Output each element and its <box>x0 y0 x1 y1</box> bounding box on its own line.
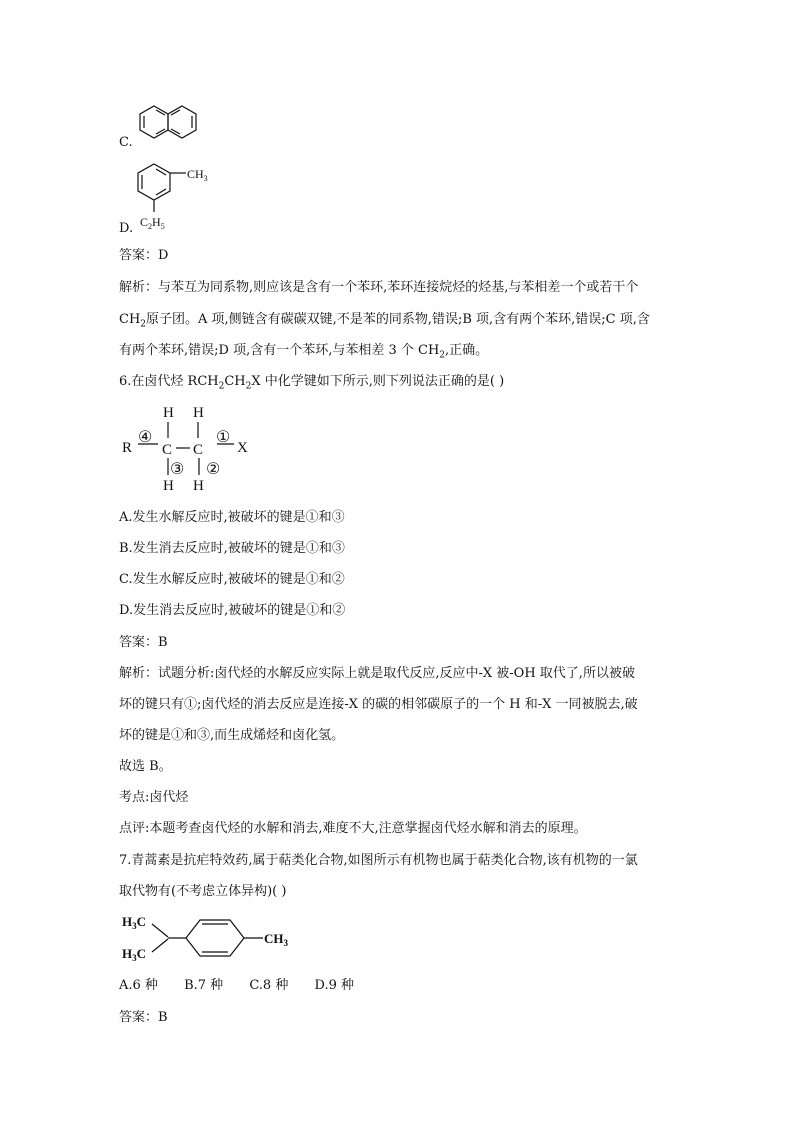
q6-answer: 答案：B <box>119 635 168 650</box>
q5-answer: 答案：D <box>119 248 169 263</box>
q7-stem-line-2: 取代物有(不考虑立体异构)( ) <box>119 884 287 899</box>
svg-text:H3C: $H_3C$ <box>122 914 147 931</box>
svg-text:③: ③ <box>170 461 185 478</box>
svg-text:④: ④ <box>138 429 153 446</box>
q6-stem: 6.在卤代烃 $RCH_2CH_2X$ 中化学键如下所示,则下列说法正确的是( ) <box>119 374 505 392</box>
q7-answer: 答案：B <box>119 1010 168 1025</box>
q5-analysis-line-2: $CH_2$原子团。A 项,侧链含有碳碳双键,不是苯的同系物,错误;B 项,含有两个苯环,错误;C 项,含 <box>119 312 650 330</box>
q6-analysis-line-1: 解析：试题分析:卤代烃的水解反应实际上就是取代反应,反应中-X 被-OH 取代了,所以被破 <box>119 666 635 681</box>
svg-text:R: R <box>122 440 133 456</box>
p-cymene-structure <box>118 908 298 968</box>
svg-text:C: C <box>193 442 204 458</box>
naphthalene-structure <box>138 104 208 144</box>
q6-option-c: C.发生水解反应时,被破坏的键是①和② <box>119 572 345 587</box>
ch3-text: CH <box>187 167 204 181</box>
q6-analysis-line-2: 坏的键只有①;卤代烃的消去反应是连接-X 的碳的相邻碳原子的一个 H 和-X 一同被脱去,破 <box>119 697 638 712</box>
q5-analysis-line-1: 解析：与苯互为同系物,则应该是含有一个苯环,苯环连接烷烃的烃基,与苯相差一个或若干个 <box>119 280 639 295</box>
q7-stem-line-1: 7.青蒿素是抗疟特效药,属于萜类化合物,如图所示有机物也属于萜类化合物,该有机物的一氯 <box>119 853 638 868</box>
q6-option-b: B.发生消去反应时,被破坏的键是①和③ <box>119 541 345 556</box>
svg-text:CH3: $CH_3$ <box>264 931 288 948</box>
q7-option-b: B.7 种 <box>184 978 224 993</box>
svg-text:H: H <box>193 478 204 494</box>
option-c-label: C. <box>119 135 133 150</box>
q6-choose: 故选 B。 <box>119 759 172 774</box>
ethyl-toluene-structure <box>132 160 222 230</box>
q7-options <box>119 977 354 995</box>
q6-option-a: A.发生水解反应时,被破坏的键是①和③ <box>119 510 345 525</box>
ch3-sub: 3 <box>203 174 208 183</box>
c-text: C <box>140 215 149 229</box>
q7-option-c: C.8 种 <box>249 978 289 993</box>
haloalkane-bond-diagram <box>118 400 258 495</box>
svg-text:H: H <box>163 405 174 421</box>
svg-text:H: H <box>163 478 174 494</box>
svg-text:CH3 <box>187 167 208 183</box>
q6-option-d: D.发生消去反应时,被破坏的键是①和② <box>119 603 346 618</box>
svg-text:H: H <box>193 405 204 421</box>
svg-text:H3C: $H_3C$ <box>122 946 147 963</box>
q5-analysis-line-3: 有两个苯环,错误;D 项,含有一个苯环,与苯相差 3 个 $CH_2$,正确。 <box>119 343 489 361</box>
svg-text:②: ② <box>206 461 221 478</box>
q6-analysis-line-3: 坏的键是①和③,而生成烯烃和卤化氢。 <box>119 728 345 743</box>
svg-text:C: C <box>162 442 173 458</box>
svg-text:C2H5: $C_2H_5$ <box>140 215 165 231</box>
svg-text:①: ① <box>216 429 231 446</box>
option-d-label: D. <box>119 221 134 236</box>
q6-point: 考点:卤代烃 <box>119 790 189 805</box>
svg-text:X: X <box>237 440 248 456</box>
q7-option-a: A.6 种 <box>119 978 158 993</box>
q7-option-d: D.9 种 <box>314 978 354 993</box>
q6-comment: 点评:本题考查卤代烃的水解和消去,难度不大,注意掌握卤代烃水解和消去的原理。 <box>119 821 587 836</box>
